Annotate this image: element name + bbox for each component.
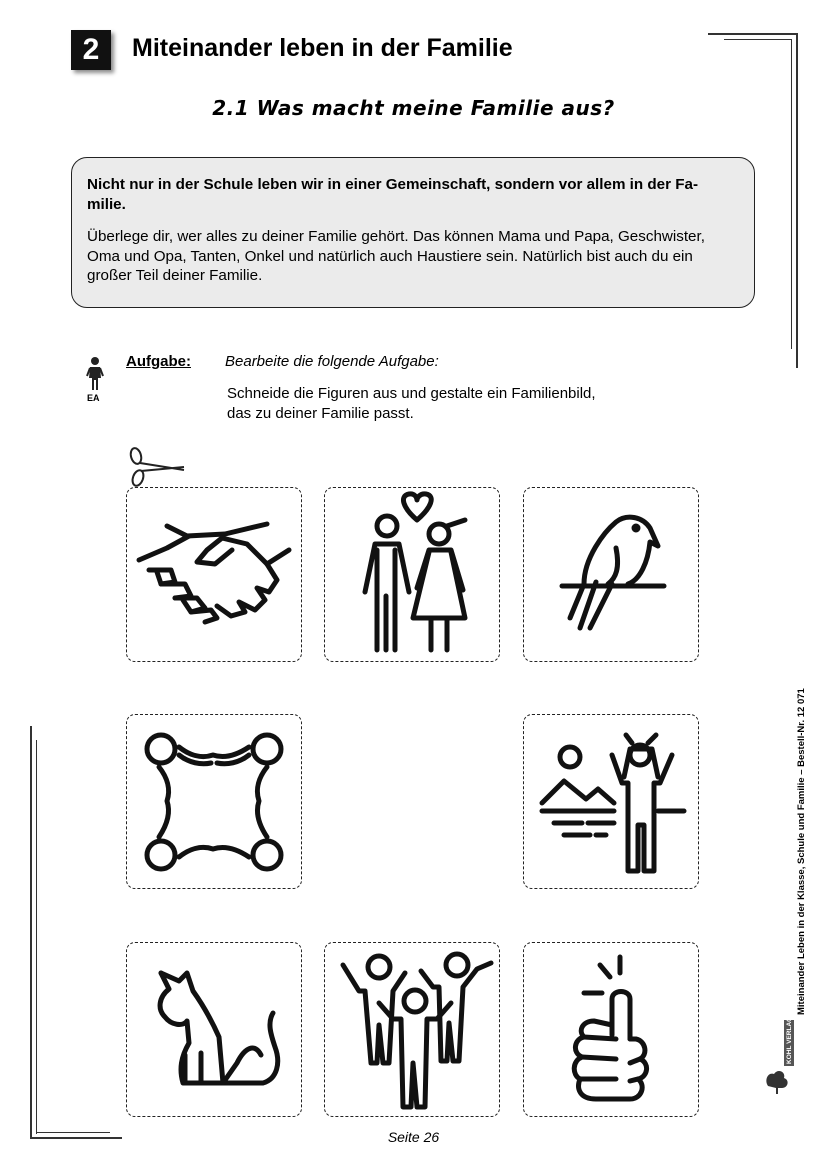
father-child-landscape-icon — [524, 715, 697, 887]
cutout-card-cat — [126, 942, 302, 1117]
task-label: Aufgabe: — [126, 353, 191, 370]
section-title: 2.1 Was macht meine Familie aus? — [212, 96, 615, 120]
task-line-2: das zu deiner Familie passt. — [227, 404, 414, 422]
work-form-label: EA — [87, 393, 100, 403]
page-number: Seite 26 — [387, 1129, 440, 1145]
svg-text:KOHL VERLAG: KOHL VERLAG — [786, 1020, 793, 1064]
publisher-logo — [764, 1020, 794, 1096]
task-intro: Bearbeite die folgende Aufgabe: — [225, 353, 439, 370]
thumbs-up-icon — [524, 943, 697, 1115]
cutout-card-father-child — [523, 714, 699, 889]
cutout-card-people-circle — [126, 714, 302, 889]
task-line-1: Schneide die Figuren aus und gestalte ein Familienbild, — [227, 385, 596, 402]
side-order-text: Miteinander Leben in der Klasse, Schule und Familie – Bestell-Nr. 12 071 — [796, 688, 807, 1015]
bird-on-branch-icon — [524, 488, 697, 660]
publisher-tree-icon — [764, 1020, 794, 1096]
couple-with-heart-icon — [325, 488, 498, 660]
corner-line-top — [708, 33, 798, 35]
cutout-card-couple — [324, 487, 500, 662]
chapter-number: 2 — [71, 30, 111, 70]
info-box — [71, 157, 755, 308]
corner-line-right-inner — [791, 39, 792, 349]
info-box-bold-text: Nicht nur in der Schule leben wir in einer Gemeinschaft, sondern vor allem in der Fa- milie. — [87, 176, 699, 213]
cheering-family-icon — [325, 943, 498, 1115]
scissors-icon — [126, 446, 188, 488]
corner-line-left — [30, 726, 32, 1138]
cutout-card-thumbs-up — [523, 942, 699, 1117]
cutout-card-bird — [523, 487, 699, 662]
corner-line-top-inner — [724, 39, 792, 40]
handshake-icon — [127, 488, 300, 660]
task-text — [227, 384, 647, 423]
corner-line-left-inner — [36, 740, 37, 1134]
cat-icon — [127, 943, 300, 1115]
single-work-icon — [86, 356, 104, 392]
chapter-title: Miteinander leben in der Familie — [132, 34, 513, 62]
cutout-card-handshake — [126, 487, 302, 662]
people-circle-icon — [127, 715, 300, 887]
info-box-body-text: Überlege dir, wer alles zu deiner Familie gehört. Das können Mama und Papa, Geschwister, Oma und Opa, Tanten, Onkel und natürlich auch Haustiere sein. Natürlich bist auch du ein großer Teil deiner Familie. — [87, 228, 705, 284]
corner-line-right — [796, 33, 798, 368]
cutout-card-cheering-family — [324, 942, 500, 1117]
